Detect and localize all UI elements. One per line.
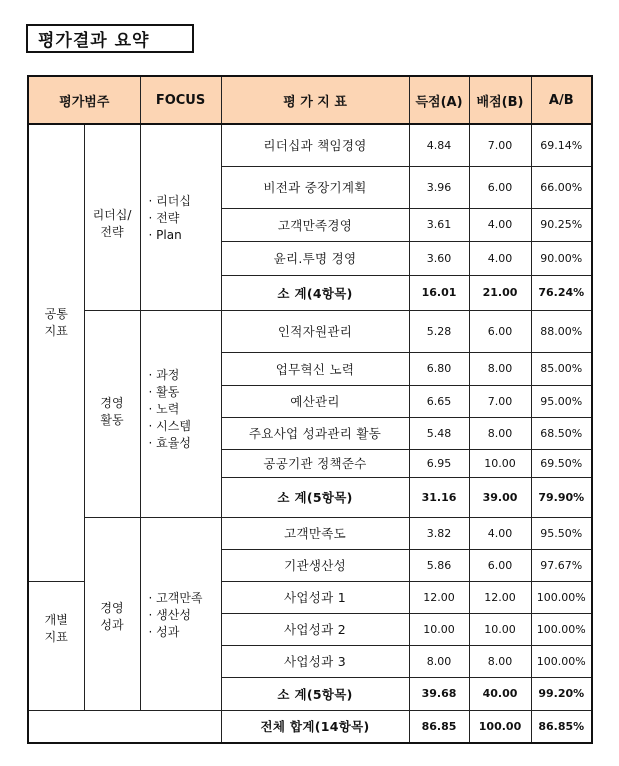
score-cell: 6.80 [409,352,469,385]
allot-cell: 10.00 [469,613,531,645]
evaluation-summary-table [27,75,593,744]
ratio-cell: 95.50% [531,517,592,549]
group-common-line-2: 지표 [44,323,68,338]
subgroup-management [84,310,140,517]
allot-cell: 12.00 [469,581,531,613]
ratio-cell: 88.00% [531,310,592,352]
indicator-cell: 주요사업 성과관리 활동 [221,417,409,449]
page-title-text: 평가결과 요약 [38,31,150,51]
indicator-cell: 업무혁신 노력 [221,352,409,385]
allot-cell: 7.00 [469,385,531,417]
subtotal-ratio: 79.90% [531,477,592,517]
indicator-cell: 리더십과 책임경영 [221,124,409,166]
header-score: 득점(A) [409,76,469,124]
focus-performance [140,517,221,710]
ratio-cell: 95.00% [531,385,592,417]
subtotal-label: 소 계(5항목) [221,477,409,517]
score-cell: 4.84 [409,124,469,166]
score-cell: 12.00 [409,581,469,613]
score-cell: 3.61 [409,208,469,241]
ratio-cell: 97.67% [531,549,592,581]
focus-leadership-3: · Plan [148,228,182,242]
table-row [28,124,592,166]
focus-performance-3: · 성과 [148,624,180,639]
allot-cell: 4.00 [469,517,531,549]
allot-cell: 6.00 [469,166,531,208]
indicator-cell: 비전과 중장기계획 [221,166,409,208]
focus-leadership [140,124,221,310]
focus-management-1: · 과정 [148,367,180,382]
table-row [28,310,592,352]
ratio-cell: 100.00% [531,645,592,677]
score-cell: 3.60 [409,241,469,275]
subgroup-performance-line-1: 경영 [100,600,124,615]
score-cell: 3.96 [409,166,469,208]
focus-performance-1: · 고객만족 [148,590,203,605]
group-common [28,124,84,581]
header-indicator: 평 가 지 표 [221,76,409,124]
indicator-cell: 윤리.투명 경영 [221,241,409,275]
allot-cell: 8.00 [469,645,531,677]
focus-leadership-2: · 전략 [148,211,180,225]
allot-cell: 8.00 [469,352,531,385]
page-title [26,24,194,53]
indicator-cell: 예산관리 [221,385,409,417]
indicator-cell: 기관생산성 [221,549,409,581]
subgroup-performance-line-2: 성과 [100,617,124,632]
ratio-cell: 66.00% [531,166,592,208]
subgroup-management-line-1: 경영 [100,395,124,410]
indicator-cell: 사업성과 1 [221,581,409,613]
allot-cell: 6.00 [469,549,531,581]
subtotal-allot: 40.00 [469,677,531,710]
total-label: 전체 합계(14항목) [221,710,409,743]
subtotal-ratio: 99.20% [531,677,592,710]
subtotal-allot: 39.00 [469,477,531,517]
header-allot: 배점(B) [469,76,531,124]
score-cell: 10.00 [409,613,469,645]
allot-cell: 4.00 [469,241,531,275]
subgroup-leadership-line-1: 리더십/ [92,208,132,222]
ratio-cell: 85.00% [531,352,592,385]
focus-leadership-1: · 리더십 [148,194,191,208]
total-blank-cell [28,710,221,743]
score-cell: 8.00 [409,645,469,677]
ratio-cell: 100.00% [531,613,592,645]
header-ratio: A/B [531,76,592,124]
indicator-cell: 사업성과 2 [221,613,409,645]
allot-cell: 6.00 [469,310,531,352]
focus-management-2: · 활동 [148,384,180,399]
allot-cell: 8.00 [469,417,531,449]
subtotal-score: 39.68 [409,677,469,710]
subtotal-score: 16.01 [409,275,469,310]
subgroup-management-line-2: 활동 [100,412,124,427]
subtotal-label: 소 계(4항목) [221,275,409,310]
focus-management-4: · 시스템 [148,418,191,433]
allot-cell: 4.00 [469,208,531,241]
subgroup-leadership [84,124,140,310]
allot-cell: 10.00 [469,449,531,477]
score-cell: 3.82 [409,517,469,549]
score-cell: 6.95 [409,449,469,477]
score-cell: 5.48 [409,417,469,449]
group-individual-line-1: 개별 [44,612,68,627]
score-cell: 5.28 [409,310,469,352]
total-ratio: 86.85% [531,710,592,743]
total-allot: 100.00 [469,710,531,743]
header-category: 평가범주 [28,76,140,124]
subtotal-ratio: 76.24% [531,275,592,310]
subtotal-label: 소 계(5항목) [221,677,409,710]
ratio-cell: 69.14% [531,124,592,166]
indicator-cell: 고객만족도 [221,517,409,549]
table-row [28,517,592,549]
ratio-cell: 90.00% [531,241,592,275]
subgroup-performance [84,517,140,710]
total-score: 86.85 [409,710,469,743]
header-focus: FOCUS [140,76,221,124]
allot-cell: 7.00 [469,124,531,166]
header-row [28,76,592,124]
indicator-cell: 공공기관 정책준수 [221,449,409,477]
focus-performance-2: · 생산성 [148,607,191,622]
group-common-line-1: 공통 [44,306,68,321]
focus-management-5: · 효율성 [148,435,191,450]
indicator-cell: 사업성과 3 [221,645,409,677]
evaluation-summary-table-wrapper [27,75,591,741]
score-cell: 5.86 [409,549,469,581]
ratio-cell: 90.25% [531,208,592,241]
ratio-cell: 69.50% [531,449,592,477]
focus-management [140,310,221,517]
subtotal-allot: 21.00 [469,275,531,310]
indicator-cell: 인적자원관리 [221,310,409,352]
score-cell: 6.65 [409,385,469,417]
subtotal-score: 31.16 [409,477,469,517]
subgroup-leadership-line-2: 전략 [100,225,124,239]
group-individual [28,581,84,710]
focus-management-3: · 노력 [148,401,180,416]
ratio-cell: 100.00% [531,581,592,613]
indicator-cell: 고객만족경영 [221,208,409,241]
ratio-cell: 68.50% [531,417,592,449]
group-individual-line-2: 지표 [44,629,68,644]
total-row [28,710,592,743]
